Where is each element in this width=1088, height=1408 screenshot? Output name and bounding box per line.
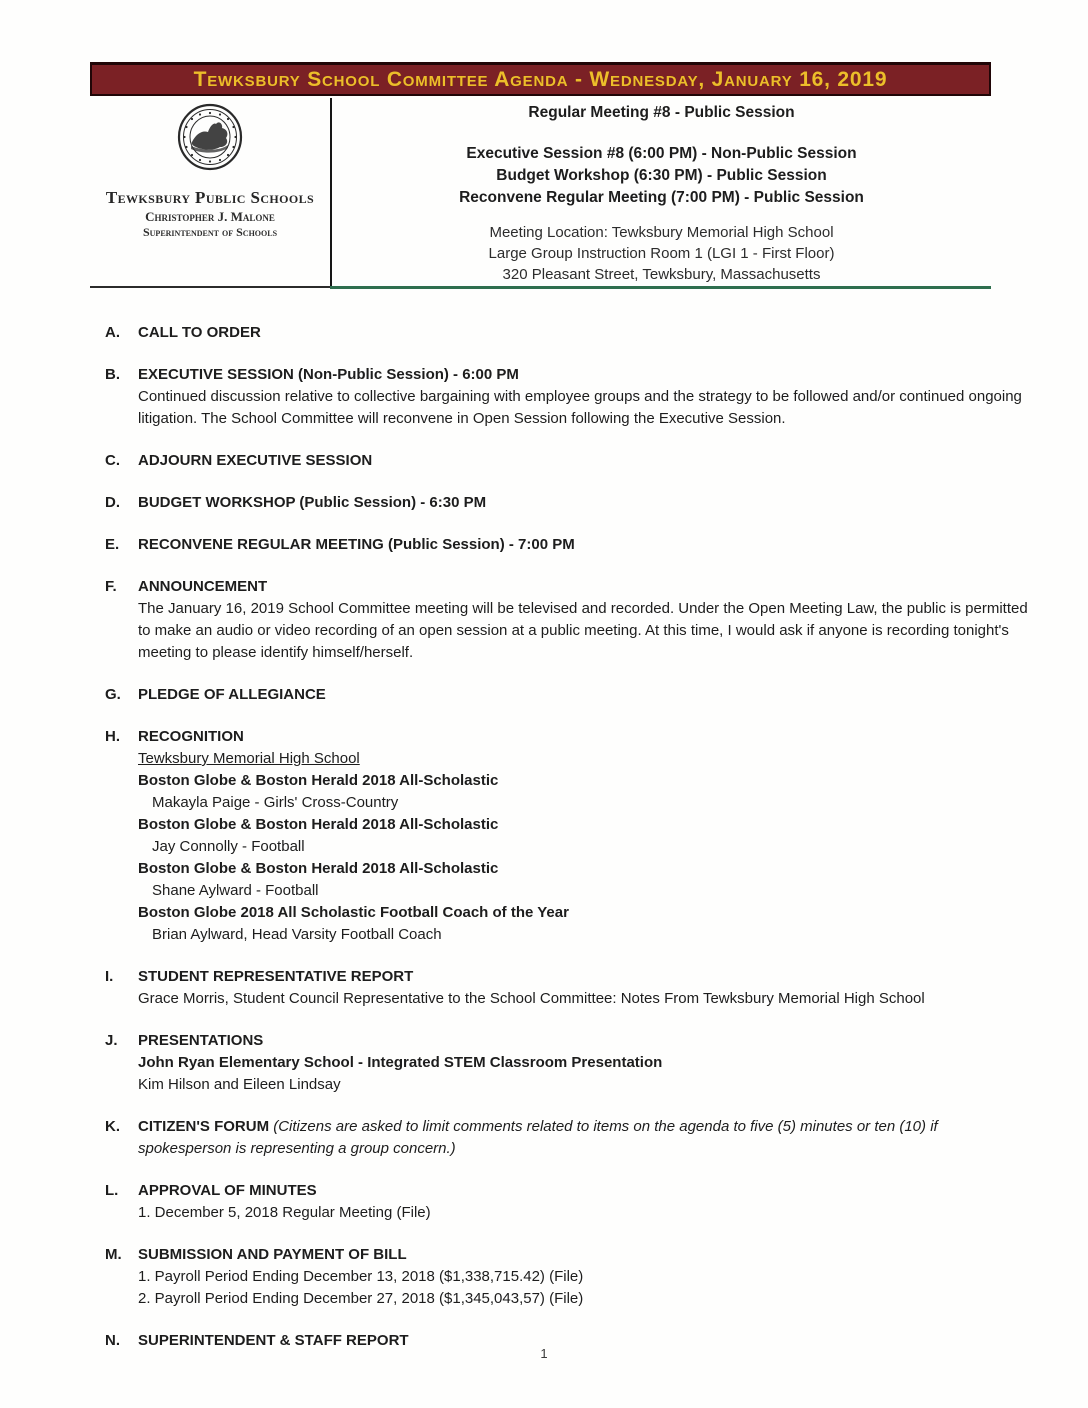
agenda-item-title: CITIZEN'S FORUM: [138, 1118, 270, 1135]
agenda-item-line: Boston Globe & Boston Herald 2018 All-Scholastic: [138, 772, 499, 789]
agenda-item-line: Boston Globe & Boston Herald 2018 All-Scholastic: [138, 816, 499, 833]
agenda-item-letter: F.: [105, 578, 117, 595]
agenda-item-letter: C.: [105, 452, 120, 469]
agenda-item-content: [138, 322, 1032, 344]
agenda-item-letter: B.: [105, 366, 120, 383]
agenda-item-line: Brian Aylward, Head Varsity Football Coach: [152, 926, 442, 943]
org-name: Tewksbury Public Schools: [105, 188, 315, 207]
agenda-item-content: [138, 492, 1032, 514]
agenda-item: [105, 1116, 1032, 1160]
agenda-item-title-line: [138, 966, 1032, 988]
session-schedule-line: Executive Session #8 (6:00 PM) - Non-Public Session: [466, 145, 857, 162]
agenda-item-line: Grace Morris, Student Council Representative to the School Committee: Notes From Tewksbury Memorial High School: [138, 990, 925, 1007]
agenda-item-title: ADJOURN EXECUTIVE SESSION: [138, 452, 373, 469]
letterhead: [90, 96, 991, 288]
agenda-item-title: BUDGET WORKSHOP (Public Session) - 6:30 PM: [138, 494, 487, 511]
agenda-item-title-line: [138, 322, 1032, 344]
agenda-item-letter: G.: [105, 686, 121, 703]
agenda-item: [105, 534, 1032, 556]
agenda-item-line: The January 16, 2019 School Committee meeting will be televised and recorded. Under the Open Meeting Law, the public is permitted to make an audio or video recording of an open session at a public meeting. At this time, I would ask if anyone is recording tonight's meeting to please identify himself/herself.: [138, 600, 1028, 661]
superintendent-title: Superintendent of Schools: [142, 225, 278, 239]
meeting-title: Regular Meeting #8 - Public Session: [528, 104, 795, 121]
agenda-item-title-line: [138, 1244, 1032, 1266]
agenda-item: [105, 1030, 1032, 1096]
agenda-item-title-line: [138, 450, 1032, 472]
agenda-item-content: [138, 726, 1032, 946]
agenda-item-content: [138, 534, 1032, 556]
agenda-item-title-line: [138, 1116, 1032, 1160]
agenda-item-content: [138, 1030, 1032, 1096]
agenda-item-title-line: [138, 534, 1032, 556]
agenda-item-content: [138, 966, 1032, 1010]
meeting-location-line: 320 Pleasant Street, Tewksbury, Massachusetts: [502, 266, 821, 283]
letterhead-left: [90, 96, 330, 288]
agenda-item-line: Continued discussion relative to collective bargaining with employee groups and the strategy to be followed and/or continued ongoing litigation. The School Committee will reconvene in Open Session following the Executive Session.: [138, 388, 1022, 427]
agenda-item: [105, 322, 1032, 344]
agenda-item-title-line: [138, 726, 1032, 748]
agenda-item-line: 2. Payroll Period Ending December 27, 2018 ($1,345,043,57) (File): [138, 1290, 584, 1307]
agenda-item-content: [138, 576, 1032, 664]
agenda-item-content: [138, 1180, 1032, 1224]
agenda-item-content: [138, 450, 1032, 472]
agenda-item-line: 1. Payroll Period Ending December 13, 2018 ($1,338,715.42) (File): [138, 1268, 584, 1285]
agenda-item-title: RECOGNITION: [138, 728, 244, 745]
agenda-item-title-line: [138, 1180, 1032, 1202]
agenda-item-title: CALL TO ORDER: [138, 324, 261, 341]
agenda-item-letter: A.: [105, 324, 120, 341]
agenda-item: [105, 492, 1032, 514]
agenda-item-title: APPROVAL OF MINUTES: [138, 1182, 317, 1199]
agenda-item-title-line: [138, 684, 1032, 706]
agenda-item-content: [138, 1244, 1032, 1310]
agenda-item: [105, 684, 1032, 706]
agenda-item-title-line: [138, 492, 1032, 514]
header-bottom-rule-dark: [90, 286, 330, 288]
agenda-item-title-line: [138, 1030, 1032, 1052]
agenda-item-letter: H.: [105, 728, 120, 745]
agenda-item-title: PLEDGE OF ALLEGIANCE: [138, 686, 326, 703]
session-schedule: [332, 143, 991, 209]
agenda-item-letter: M.: [105, 1246, 122, 1263]
agenda-item-title-line: [138, 364, 1032, 386]
agenda-item-line: Shane Aylward - Football: [152, 882, 319, 899]
agenda-item: [105, 1244, 1032, 1310]
agenda-item-title: RECONVENE REGULAR MEETING (Public Session) - 7:00 PM: [138, 536, 575, 553]
agenda-item-line: Boston Globe 2018 All Scholastic Football Coach of the Year: [138, 904, 569, 921]
agenda-item-letter: N.: [105, 1332, 120, 1349]
agenda-item-letter: I.: [105, 968, 114, 985]
agenda-item: [105, 364, 1032, 430]
agenda-item-letter: D.: [105, 494, 120, 511]
agenda-item-line: John Ryan Elementary School - Integrated STEM Classroom Presentation: [138, 1054, 663, 1071]
agenda-item-letter: J.: [105, 1032, 118, 1049]
document-title: Tewksbury School Committee Agenda - Wednesday, January 16, 2019: [193, 67, 888, 91]
agenda-item-letter: K.: [105, 1118, 120, 1135]
agenda-item-title: SUBMISSION AND PAYMENT OF BILL: [138, 1246, 407, 1263]
agenda-item-letter: L.: [105, 1182, 119, 1199]
agenda-item-title: SUPERINTENDENT & STAFF REPORT: [138, 1332, 409, 1349]
agenda-item: [105, 450, 1032, 472]
agenda-item-line: Jay Connolly - Football: [152, 838, 305, 855]
agenda-item: [105, 576, 1032, 664]
agenda-item-title-line: [138, 576, 1032, 598]
meeting-location-line: Large Group Instruction Room 1 (LGI 1 - First Floor): [488, 245, 835, 262]
agenda-item-line: Boston Globe & Boston Herald 2018 All-Scholastic: [138, 860, 499, 877]
agenda-item: [105, 726, 1032, 946]
agenda-item-title: STUDENT REPRESENTATIVE REPORT: [138, 968, 414, 985]
town-seal-icon: [176, 102, 244, 172]
superintendent-name: Christopher J. Malone: [145, 209, 275, 224]
meeting-location: [332, 222, 991, 285]
agenda-item: [105, 1180, 1032, 1224]
agenda-list: [105, 322, 1032, 1352]
header-bottom-rule-green: [330, 286, 991, 289]
agenda-item-content: [138, 1116, 1032, 1160]
agenda-item-title: EXECUTIVE SESSION (Non-Public Session) - 6:00 PM: [138, 366, 519, 383]
session-schedule-line: Budget Workshop (6:30 PM) - Public Session: [496, 167, 827, 184]
agenda-item-italic-note: (Citizens are asked to limit comments related to items on the agenda to five (5) minutes or ten (10) if spokesperson is representing a group concern.): [138, 1118, 938, 1157]
agenda-item-line: 1. December 5, 2018 Regular Meeting (File): [138, 1204, 431, 1221]
document-title-banner: [90, 62, 991, 96]
agenda-item-line: Tewksbury Memorial High School: [138, 750, 360, 767]
letterhead-right: [332, 96, 991, 285]
agenda-item-line: Kim Hilson and Eileen Lindsay: [138, 1076, 341, 1093]
agenda-item-letter: E.: [105, 536, 120, 553]
agenda-item-content: [138, 684, 1032, 706]
agenda-item: [105, 966, 1032, 1010]
agenda-item-line: Makayla Paige - Girls' Cross-Country: [152, 794, 399, 811]
agenda-item-title: PRESENTATIONS: [138, 1032, 264, 1049]
agenda-item-content: [138, 364, 1032, 430]
page-number: 1: [540, 1346, 548, 1361]
agenda-item-title: ANNOUNCEMENT: [138, 578, 268, 595]
meeting-location-line: Meeting Location: Tewksbury Memorial High School: [489, 224, 834, 241]
session-schedule-line: Reconvene Regular Meeting (7:00 PM) - Public Session: [459, 189, 864, 206]
